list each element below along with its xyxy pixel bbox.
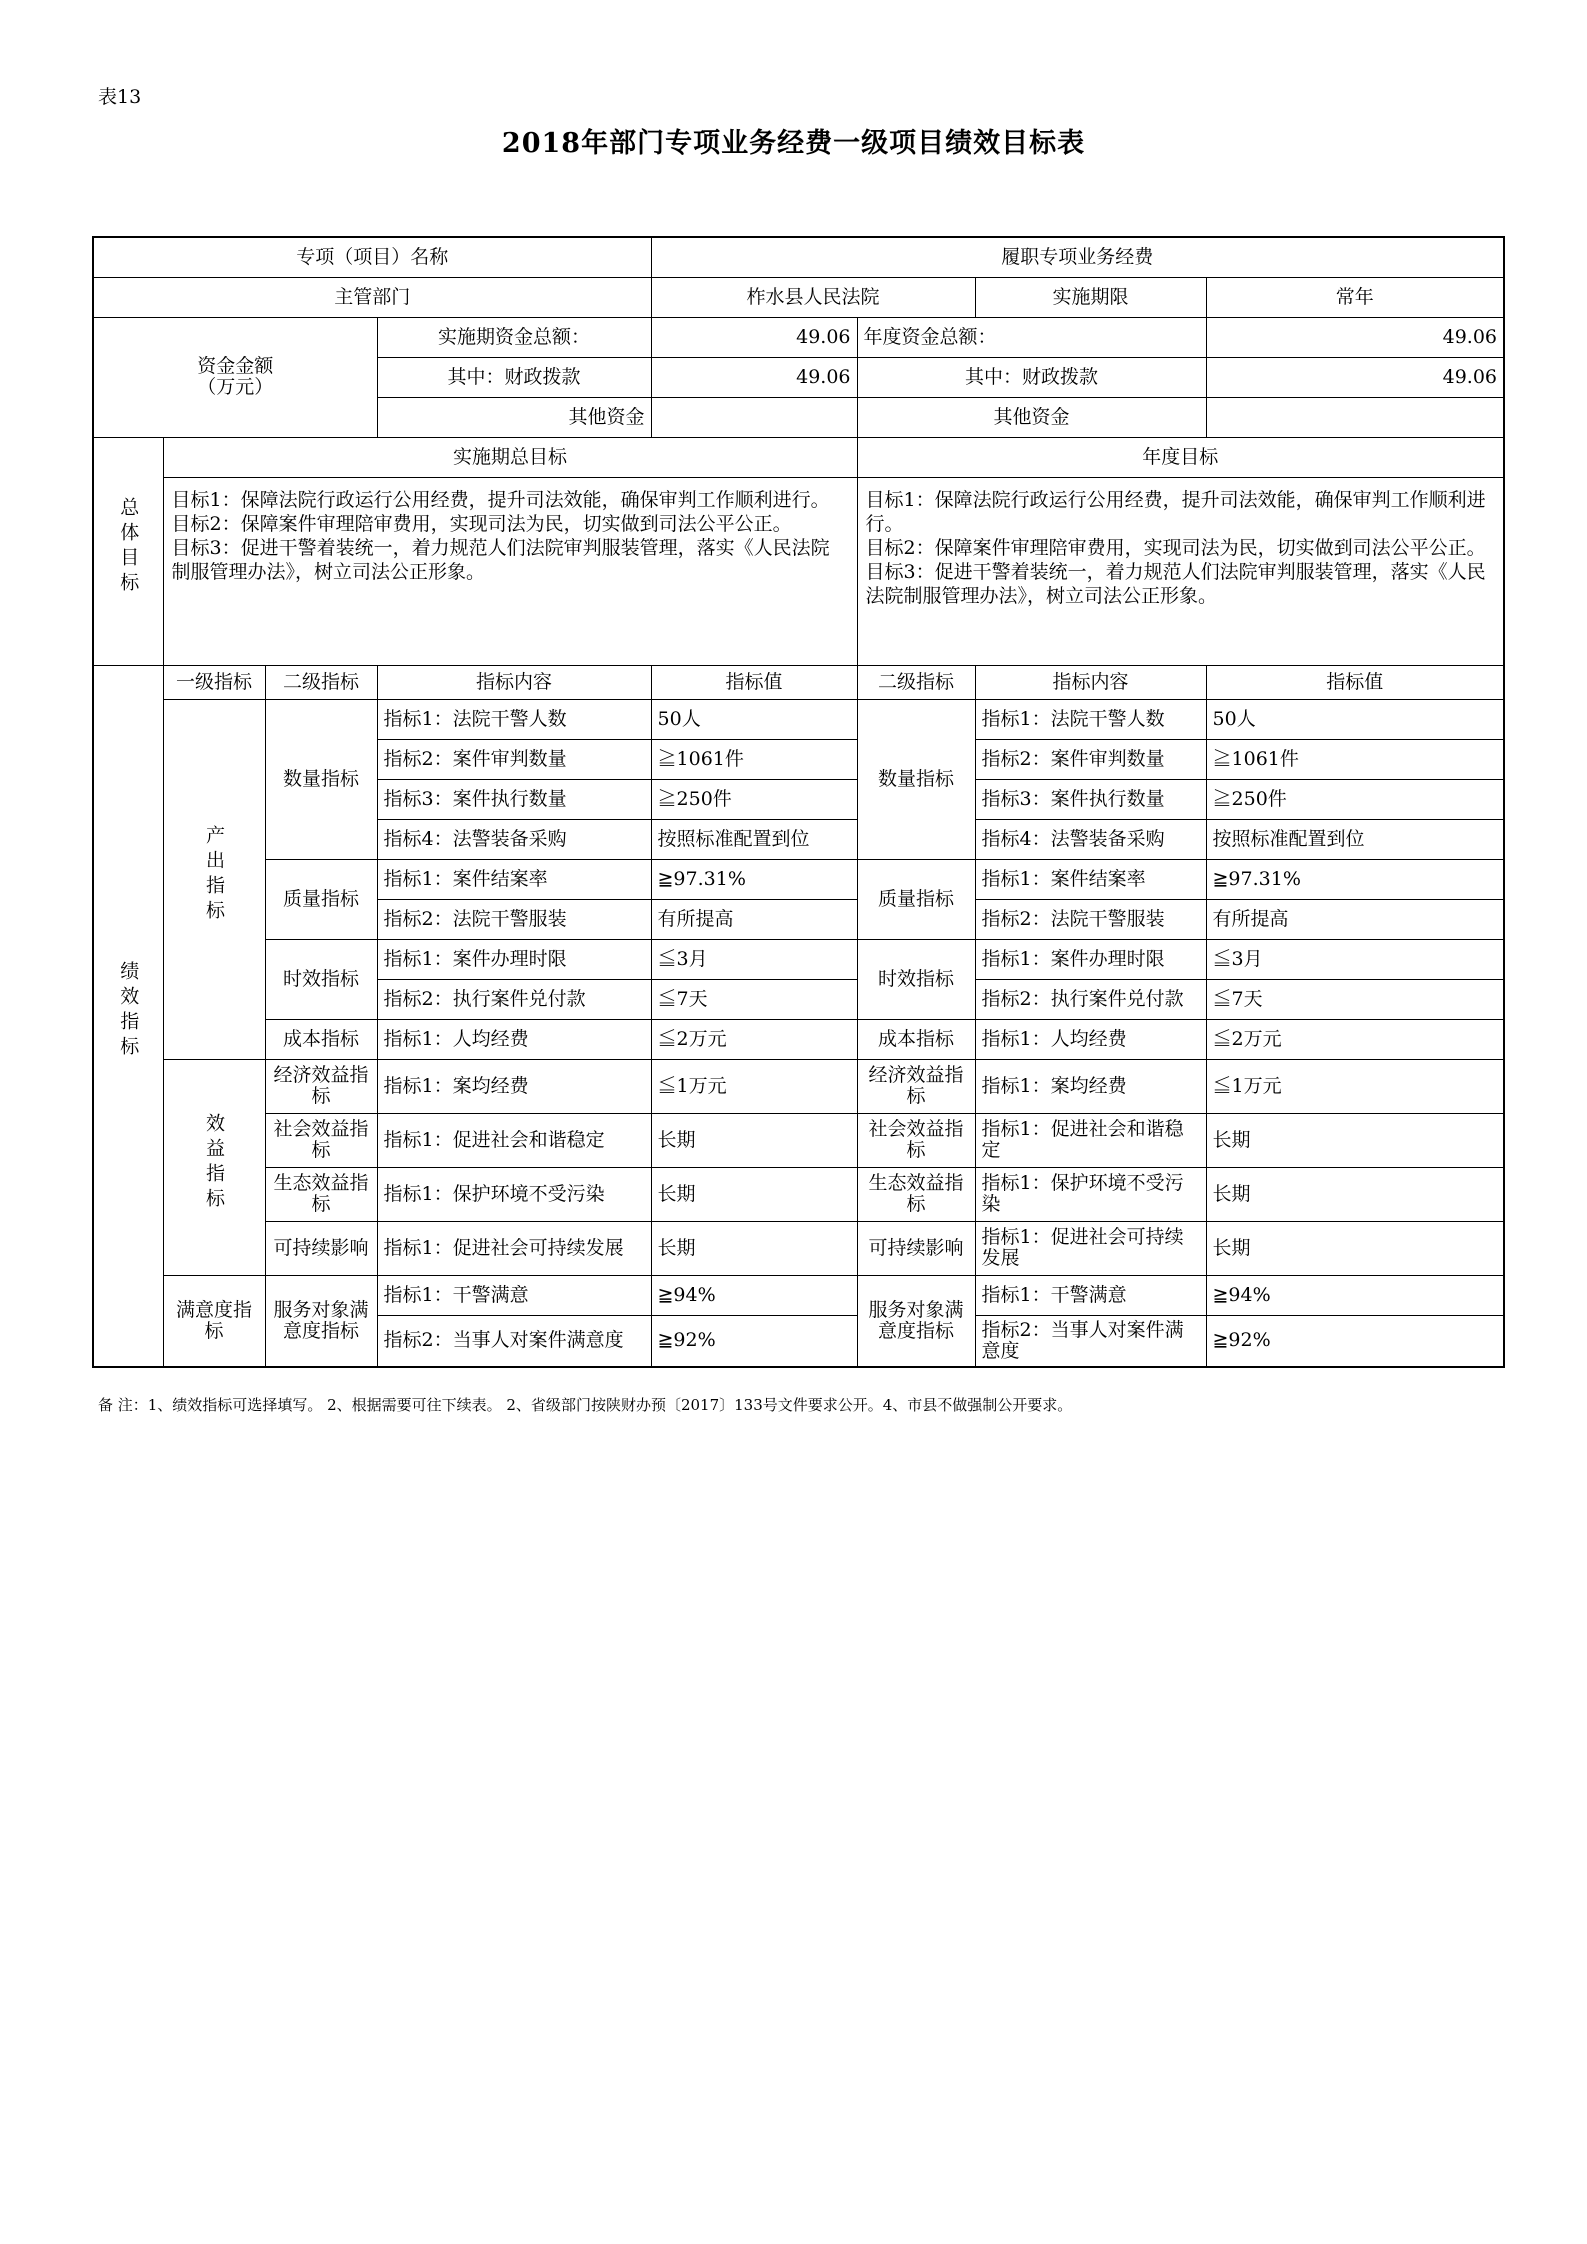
impl-other-value	[651, 397, 857, 437]
t1-value-right: ≦3月	[1206, 939, 1504, 979]
t1-content: 指标1：案件办理时限	[377, 939, 651, 979]
t2-value: ≦7天	[651, 979, 857, 1019]
t2-content-right: 指标2：执行案件兑付款	[975, 979, 1206, 1019]
q2-content: 指标2：案件审判数量	[377, 739, 651, 779]
period-label: 实施期限	[975, 277, 1206, 317]
l2-service-right: 服务对象满意度指标	[857, 1275, 975, 1367]
sv2-value: ≧92%	[651, 1315, 857, 1367]
e1-content-right: 指标1：案均经费	[975, 1059, 1206, 1113]
col-value-header: 指标值	[651, 665, 857, 699]
year-other-label: 其他资金	[857, 397, 1206, 437]
q4-value: 按照标准配置到位	[651, 819, 857, 859]
l2-service: 服务对象满意度指标	[265, 1275, 377, 1367]
funds-label-line2: （万元）	[197, 376, 274, 398]
g1-content-right: 指标1：保护环境不受污染	[975, 1167, 1206, 1221]
ql1-value: ≧97.31%	[651, 859, 857, 899]
ql2-value: 有所提高	[651, 899, 857, 939]
l2-quantity-right: 数量指标	[857, 699, 975, 859]
g1-value-right: 长期	[1206, 1167, 1504, 1221]
year-goals-text	[857, 477, 1504, 665]
ql2-content: 指标2：法院干警服装	[377, 899, 651, 939]
sv2-value-right: ≧92%	[1206, 1315, 1504, 1367]
year-goals-header: 年度目标	[857, 437, 1504, 477]
row-goals-header	[93, 437, 1504, 477]
ql1-content-right: 指标1：案件结案率	[975, 859, 1206, 899]
su1-content: 指标1：促进社会可持续发展	[377, 1221, 651, 1275]
q2-value-right: ≧1061件	[1206, 739, 1504, 779]
page-title: 2018年部门专项业务经费一级项目绩效目标表	[501, 128, 1086, 159]
t1-content-right: 指标1：案件办理时限	[975, 939, 1206, 979]
l2-ecological-right: 生态效益指标	[857, 1167, 975, 1221]
t2-value-right: ≦7天	[1206, 979, 1504, 1019]
overall-goals-label	[93, 437, 163, 665]
q3-content-right: 指标3：案件执行数量	[975, 779, 1206, 819]
sv1-value-right: ≧94%	[1206, 1275, 1504, 1315]
ql1-value-right: ≧97.31%	[1206, 859, 1504, 899]
g1-content: 指标1：保护环境不受污染	[377, 1167, 651, 1221]
year-fiscal-value: 49.06	[1206, 357, 1504, 397]
g1-value: 长期	[651, 1167, 857, 1221]
funds-label	[93, 317, 377, 437]
sv2-content-right: 指标2：当事人对案件满意度	[975, 1315, 1206, 1367]
impl-goal-2: 目标2：保障案件审理陪审费用，实现司法为民，切实做到司法公平公正。	[171, 512, 792, 535]
c1-value: ≦2万元	[651, 1019, 857, 1059]
row-goals-text	[93, 477, 1504, 665]
table-row	[93, 699, 1504, 739]
q1-value: 50人	[651, 699, 857, 739]
l1-output-text: 产出指标	[203, 824, 225, 925]
table-row	[93, 1275, 1504, 1315]
impl-fiscal-label: 其中：财政拨款	[377, 357, 651, 397]
col-content-header: 指标内容	[377, 665, 651, 699]
l1-benefit	[163, 1059, 265, 1275]
l2-timeliness-right: 时效指标	[857, 939, 975, 1019]
e1-value-right: ≦1万元	[1206, 1059, 1504, 1113]
year-total-label: 年度资金总额：	[857, 317, 1206, 357]
impl-goal-3: 目标3：促进干警着装统一，着力规范人们法院审判服装管理，落实《人民法院制服管理办法》，树立司法公正形象。	[171, 536, 830, 583]
year-total-value: 49.06	[1206, 317, 1504, 357]
impl-other-label: 其他资金	[377, 397, 651, 437]
s1-value-right: 长期	[1206, 1113, 1504, 1167]
sv1-value: ≧94%	[651, 1275, 857, 1315]
sv1-content: 指标1：干警满意	[377, 1275, 651, 1315]
l2-social-right: 社会效益指标	[857, 1113, 975, 1167]
c1-content: 指标1：人均经费	[377, 1019, 651, 1059]
su1-value: 长期	[651, 1221, 857, 1275]
l2-quantity: 数量指标	[265, 699, 377, 859]
table-row	[93, 939, 1504, 979]
t2-content: 指标2：执行案件兑付款	[377, 979, 651, 1019]
l2-cost-right: 成本指标	[857, 1019, 975, 1059]
l1-output	[163, 699, 265, 1059]
col-l1-header: 一级指标	[163, 665, 265, 699]
row-perf-header	[93, 665, 1504, 699]
sv1-content-right: 指标1：干警满意	[975, 1275, 1206, 1315]
table-row	[93, 1019, 1504, 1059]
footnote: 备 注：1、绩效指标可选择填写。 2、根据需要可往下续表。 2、省级部门按陕财办预〔2017〕133号文件要求公开。4、市县不做强制公开要求。	[98, 1396, 1073, 1414]
q3-content: 指标3：案件执行数量	[377, 779, 651, 819]
l1-satisfaction: 满意度指标	[163, 1275, 265, 1367]
q2-value: ≧1061件	[651, 739, 857, 779]
l2-sustainable-right: 可持续影响	[857, 1221, 975, 1275]
impl-total-value: 49.06	[651, 317, 857, 357]
table-row	[93, 1167, 1504, 1221]
year-goal-3: 目标3：促进干警着装统一，着力规范人们法院审判服装管理，落实《人民法院制服管理办法》，树立司法公正形象。	[865, 560, 1486, 607]
l2-economic: 经济效益指标	[265, 1059, 377, 1113]
period-value: 常年	[1206, 277, 1504, 317]
col-value-header-right: 指标值	[1206, 665, 1504, 699]
ql2-content-right: 指标2：法院干警服装	[975, 899, 1206, 939]
row-funds-total	[93, 317, 1504, 357]
year-goal-1: 目标1：保障法院行政运行公用经费，提升司法效能，确保审判工作顺利进行。	[865, 488, 1486, 535]
l2-timeliness: 时效指标	[265, 939, 377, 1019]
l2-economic-right: 经济效益指标	[857, 1059, 975, 1113]
s1-content: 指标1：促进社会和谐稳定	[377, 1113, 651, 1167]
table-number: 表13	[98, 86, 142, 108]
sv2-content: 指标2：当事人对案件满意度	[377, 1315, 651, 1367]
project-name-value: 履职专项业务经费	[651, 237, 1504, 277]
q4-content: 指标4：法警装备采购	[377, 819, 651, 859]
l1-benefit-text: 效益指标	[203, 1112, 225, 1213]
table-row	[93, 1113, 1504, 1167]
table-row	[93, 1059, 1504, 1113]
su1-content-right: 指标1：促进社会可持续发展	[975, 1221, 1206, 1275]
l2-social: 社会效益指标	[265, 1113, 377, 1167]
e1-value: ≦1万元	[651, 1059, 857, 1113]
s1-value: 长期	[651, 1113, 857, 1167]
l2-quality-right: 质量指标	[857, 859, 975, 939]
l2-cost: 成本指标	[265, 1019, 377, 1059]
l2-quality: 质量指标	[265, 859, 377, 939]
q2-content-right: 指标2：案件审判数量	[975, 739, 1206, 779]
s1-content-right: 指标1：促进社会和谐稳定	[975, 1113, 1206, 1167]
q3-value: ≧250件	[651, 779, 857, 819]
impl-fiscal-value: 49.06	[651, 357, 857, 397]
table-row	[93, 859, 1504, 899]
department-value: 柞水县人民法院	[651, 277, 975, 317]
su1-value-right: 长期	[1206, 1221, 1504, 1275]
project-name-label: 专项（项目）名称	[93, 237, 651, 277]
q4-value-right: 按照标准配置到位	[1206, 819, 1504, 859]
e1-content: 指标1：案均经费	[377, 1059, 651, 1113]
q4-content-right: 指标4：法警装备采购	[975, 819, 1206, 859]
department-label: 主管部门	[93, 277, 651, 317]
impl-goals-text	[163, 477, 857, 665]
row-department	[93, 277, 1504, 317]
impl-goal-1: 目标1：保障法院行政运行公用经费，提升司法效能，确保审判工作顺利进行。	[171, 488, 830, 511]
year-goal-2: 目标2：保障案件审理陪审费用，实现司法为民，切实做到司法公平公正。	[865, 536, 1486, 559]
q1-content-right: 指标1：法院干警人数	[975, 699, 1206, 739]
overall-goals-label-text: 总体目标	[117, 496, 140, 597]
c1-content-right: 指标1：人均经费	[975, 1019, 1206, 1059]
q3-value-right: ≧250件	[1206, 779, 1504, 819]
table-row	[93, 1221, 1504, 1275]
ql1-content: 指标1：案件结案率	[377, 859, 651, 899]
impl-total-label: 实施期资金总额：	[377, 317, 651, 357]
ql2-value-right: 有所提高	[1206, 899, 1504, 939]
performance-target-table	[92, 236, 1505, 1368]
year-other-value	[1206, 397, 1504, 437]
q1-value-right: 50人	[1206, 699, 1504, 739]
l2-ecological: 生态效益指标	[265, 1167, 377, 1221]
col-content-header-right: 指标内容	[975, 665, 1206, 699]
year-fiscal-label: 其中：财政拨款	[857, 357, 1206, 397]
t1-value: ≦3月	[651, 939, 857, 979]
impl-goals-header: 实施期总目标	[163, 437, 857, 477]
col-l2-header-right: 二级指标	[857, 665, 975, 699]
col-l2-header: 二级指标	[265, 665, 377, 699]
row-project-name	[93, 237, 1504, 277]
l2-sustainable: 可持续影响	[265, 1221, 377, 1275]
perf-section-label-text: 绩效指标	[117, 961, 140, 1062]
c1-value-right: ≦2万元	[1206, 1019, 1504, 1059]
funds-label-line1: 资金金额	[197, 355, 274, 377]
perf-section-label	[93, 665, 163, 1367]
q1-content: 指标1：法院干警人数	[377, 699, 651, 739]
